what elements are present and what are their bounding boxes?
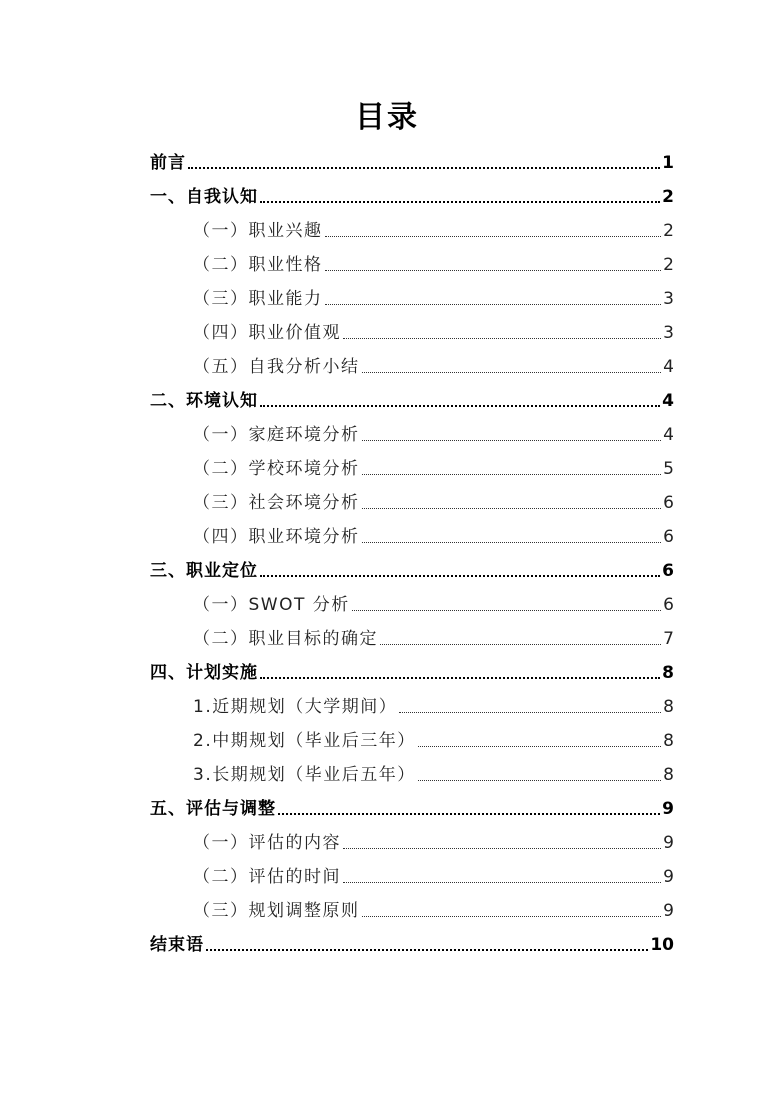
toc-entry-label: 2.中期规划（毕业后三年） (193, 731, 416, 751)
toc-entry-page: 4 (663, 425, 674, 445)
toc-subentry[interactable] (150, 689, 674, 723)
toc-leader-dots (325, 304, 662, 305)
toc-entry-page: 6 (662, 561, 674, 581)
toc-entry-page: 7 (663, 629, 674, 649)
toc-leader-dots (362, 916, 662, 917)
toc-entry-label: 3.长期规划（毕业后五年） (193, 765, 416, 785)
toc-entry[interactable] (150, 383, 674, 417)
toc-subentry[interactable] (150, 451, 674, 485)
toc-subentry[interactable] (150, 417, 674, 451)
toc-leader-dots (325, 270, 662, 271)
toc-entry[interactable] (150, 791, 674, 825)
toc-entry-page: 5 (663, 459, 674, 479)
toc-entry[interactable] (150, 145, 674, 179)
toc-entry-label: （五）自我分析小结 (193, 357, 360, 377)
toc-entry-label: 一、自我认知 (150, 187, 258, 207)
toc-leader-dots (362, 542, 662, 543)
toc-entry-label: 四、计划实施 (150, 663, 258, 683)
toc-leader-dots (260, 405, 660, 407)
toc-subentry[interactable] (150, 723, 674, 757)
toc-subentry[interactable] (150, 757, 674, 791)
toc-entry-page: 9 (663, 867, 674, 887)
toc-entry-page: 3 (663, 323, 674, 343)
toc-entry-page: 6 (663, 595, 674, 615)
toc-entry-label: （四）职业环境分析 (193, 527, 360, 547)
toc-entry-label: （三）规划调整原则 (193, 901, 360, 921)
toc-entry-label: 五、评估与调整 (150, 799, 276, 819)
toc-entry-label: 三、职业定位 (150, 561, 258, 581)
toc-leader-dots (260, 201, 660, 203)
toc-entry-label: 二、环境认知 (150, 391, 258, 411)
toc-leader-dots (418, 746, 661, 747)
toc-entry-label: （一）职业兴趣 (193, 221, 323, 241)
toc-entry-page: 8 (663, 765, 674, 785)
toc-entry-label: （二）学校环境分析 (193, 459, 360, 479)
toc-leader-dots (362, 508, 662, 509)
toc-subentry[interactable] (150, 519, 674, 553)
toc-entry-page: 2 (663, 221, 674, 241)
toc-entry-label: （二）评估的时间 (193, 867, 341, 887)
toc-entry-page: 4 (663, 357, 674, 377)
toc-leader-dots (188, 167, 660, 169)
toc-subentry[interactable] (150, 315, 674, 349)
toc-leader-dots (260, 575, 660, 577)
toc-subentry[interactable] (150, 893, 674, 927)
toc-entry-page: 2 (663, 255, 674, 275)
toc-leader-dots (362, 474, 662, 475)
toc-leader-dots (352, 610, 661, 611)
toc-leader-dots (362, 372, 662, 373)
toc-entry-label: （三）职业能力 (193, 289, 323, 309)
table-of-contents (150, 145, 674, 961)
toc-leader-dots (325, 236, 662, 237)
toc-entry-label: 前言 (150, 153, 186, 173)
toc-leader-dots (362, 440, 662, 441)
toc-entry-label: 结束语 (150, 935, 204, 955)
toc-subentry[interactable] (150, 213, 674, 247)
toc-entry-page: 9 (663, 833, 674, 853)
toc-entry-page: 8 (663, 731, 674, 751)
toc-entry-page: 8 (663, 697, 674, 717)
toc-leader-dots (206, 949, 648, 951)
toc-entry-label: （三）社会环境分析 (193, 493, 360, 513)
toc-leader-dots (418, 780, 661, 781)
toc-subentry[interactable] (150, 859, 674, 893)
toc-subentry[interactable] (150, 485, 674, 519)
toc-entry-label: 1.近期规划（大学期间） (193, 697, 398, 717)
toc-entry-page: 8 (662, 663, 674, 683)
toc-entry-page: 2 (662, 187, 674, 207)
toc-leader-dots (260, 677, 660, 679)
toc-entry-label: （四）职业价值观 (193, 323, 341, 343)
toc-entry[interactable] (150, 655, 674, 689)
toc-entry-label: （二）职业目标的确定 (193, 629, 378, 649)
page-title: 目录 (355, 100, 419, 135)
toc-entry-page: 3 (663, 289, 674, 309)
toc-subentry[interactable] (150, 247, 674, 281)
toc-entry-page: 6 (663, 527, 674, 547)
toc-entry-label: （一）评估的内容 (193, 833, 341, 853)
toc-subentry[interactable] (150, 587, 674, 621)
toc-entry-page: 6 (663, 493, 674, 513)
toc-entry-label: （一）家庭环境分析 (193, 425, 360, 445)
toc-subentry[interactable] (150, 825, 674, 859)
toc-entry-label: （二）职业性格 (193, 255, 323, 275)
toc-leader-dots (343, 338, 661, 339)
toc-subentry[interactable] (150, 349, 674, 383)
toc-subentry[interactable] (150, 621, 674, 655)
toc-subentry[interactable] (150, 281, 674, 315)
toc-entry[interactable] (150, 179, 674, 213)
toc-entry-page: 10 (650, 935, 674, 955)
toc-entry-page: 9 (662, 799, 674, 819)
toc-entry[interactable] (150, 927, 674, 961)
toc-entry[interactable] (150, 553, 674, 587)
toc-leader-dots (343, 848, 661, 849)
toc-leader-dots (399, 712, 661, 713)
toc-leader-dots (380, 644, 661, 645)
toc-leader-dots (343, 882, 661, 883)
toc-entry-page: 1 (662, 153, 674, 173)
toc-entry-label: （一）SWOT 分析 (193, 595, 350, 615)
toc-entry-page: 9 (663, 901, 674, 921)
toc-leader-dots (278, 813, 660, 815)
toc-entry-page: 4 (662, 391, 674, 411)
